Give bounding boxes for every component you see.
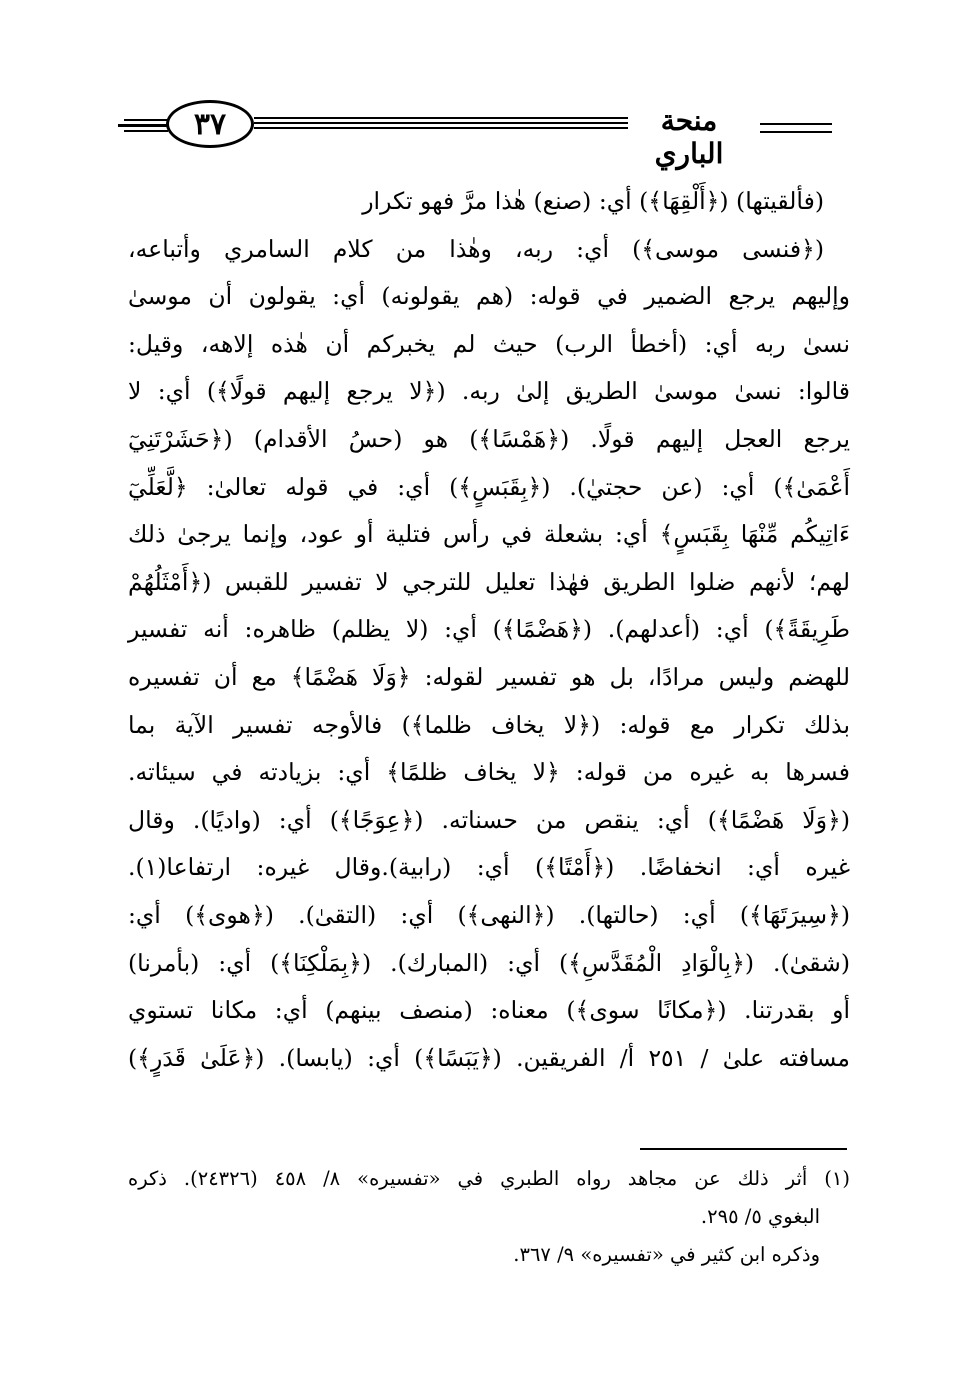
- body-line: قالوا: نسىٰ موسىٰ الطريق إلىٰ ربه. (﴿لا يرجع إليهم قولًا﴾) أي: لا: [128, 377, 850, 406]
- body-line: بذلك تكرار مع قوله: (﴿لا يخاف ظلما﴾) فالأوجه تفسير الآية بما: [128, 710, 850, 739]
- header-rule-center-bottom: [254, 127, 628, 129]
- body-line: (﴿وَلَا هَضْمًا﴾) أي: ينقص من حسناته. (﴿عِوَجًا﴾) أي: (واديًا). وقال: [128, 805, 850, 834]
- book-title: منحة الباري: [654, 104, 724, 170]
- body-line: أَعْمَىٰ﴾) أي: (عن حجتيٰ). (﴿بِقَبَسٍ﴾) أي: في قوله تعالىٰ: ﴿لَّعَلِّيٓ: [128, 472, 850, 501]
- body-line: يرجع العجل إليهم قولًا. (﴿هَمْسًا﴾) هو (حسُ الأقدام) (﴿حَشَرْتَنِيٓ: [128, 424, 850, 453]
- header-rule-center-top: [254, 117, 628, 119]
- body-line: (شقىٰ). (﴿بِالْوَادِ الْمُقَدَّسِ﴾) أي: (المبارك). (﴿بِمَلْكِنَا﴾) أي: (بأمرنا): [128, 948, 850, 977]
- header-rule-right-top: [760, 123, 832, 125]
- body-line: أو بقدرتنا. (﴿مكانًا سوى﴾) معناه: (منصف بينهم) أي: مكانا تستوي: [128, 996, 850, 1025]
- body-text: [128, 178, 850, 1082]
- body-line: طَرِيقَةً﴾) أي: (أعدلهم). (﴿هَضْمًا﴾) أي: (لا يظلم) ظاهره: أنه تفسير: [128, 615, 850, 644]
- body-line: نسىٰ ربه أي: (أخطأ الرب) حيث لم يخبركم أن هٰذه إلاهه، وقيل:: [128, 329, 850, 358]
- header-rule-center-mid: [254, 122, 628, 124]
- body-line: (فألقيتها) (﴿أَلْقِهَا﴾) أي: (صنع) هٰذا مرَّ فهو تكرار: [362, 187, 824, 215]
- header-rule-left-bottom: [124, 130, 168, 132]
- body-line: لهم؛ لأنهم ضلوا الطريق فهٰذا تعليل للترجي لا تفسير للقبس (﴿أَمْثَلُهُمْ: [128, 567, 850, 596]
- body-line: (﴿سِيرَتَهَا﴾) أي: (حالتها). (﴿النهى﴾) أي: (التقىٰ). (﴿هوى﴾) أي:: [128, 900, 850, 929]
- header-rule-left-mid: [118, 124, 168, 127]
- body-line: غيره أي: انخفاضًا. (﴿أَمْتًا﴾) أي: (رابية).وقال غيره: ارتفاعا(١).: [128, 853, 850, 882]
- footnote-line: البغوي ٥/ ٢٩٥.: [700, 1205, 820, 1228]
- body-line: فسرها به غيره من قوله: ﴿لا يخاف ظلمًا﴾ أي: بزيادته في سيئاته.: [128, 758, 850, 787]
- body-line: للهضم وليس مرادًا، بل هو تفسير لقوله: ﴿وَلَا هَضْمًا﴾ مع أن تفسيره: [128, 662, 850, 691]
- footnote-line: (١) أثر ذلك عن مجاهد رواه الطبري في «تفسيره» ٨/ ٤٥٨ (٢٤٣٢٦). ذكره: [128, 1167, 850, 1190]
- footnote-separator: [640, 1148, 847, 1150]
- footnote-line: وذكره ابن كثير في «تفسيره» ٩/ ٣٦٧.: [513, 1243, 820, 1266]
- body-line: ءَاتِيكُم مِّنْهَا بِقَبَسٍ﴾ أي: بشعلة في رأس فتلية أو عود، وإنما يرجىٰ ذلك: [128, 520, 850, 549]
- body-line: (﴿فنسى موسى﴾) أي: ربه، وهٰذا من كلام السامري وأتباعه،: [128, 234, 824, 263]
- header-rule-right-bottom: [760, 131, 832, 133]
- footnotes: [128, 1160, 850, 1274]
- body-line: مسافته علىٰ / ٢٥١ أ/ الفريقين. (﴿يَبَسًا﴾) أي: (يابسا). (﴿عَلَىٰ قَدَرٍ﴾): [128, 1043, 850, 1072]
- header-rule-left-top: [124, 119, 168, 121]
- page-number-badge: [166, 100, 254, 148]
- body-line: وإليهم يرجع الضمير في قوله: (هم يقولونه) أي: يقولون أن موسىٰ: [128, 282, 850, 311]
- page-number: ٣٧: [193, 106, 227, 142]
